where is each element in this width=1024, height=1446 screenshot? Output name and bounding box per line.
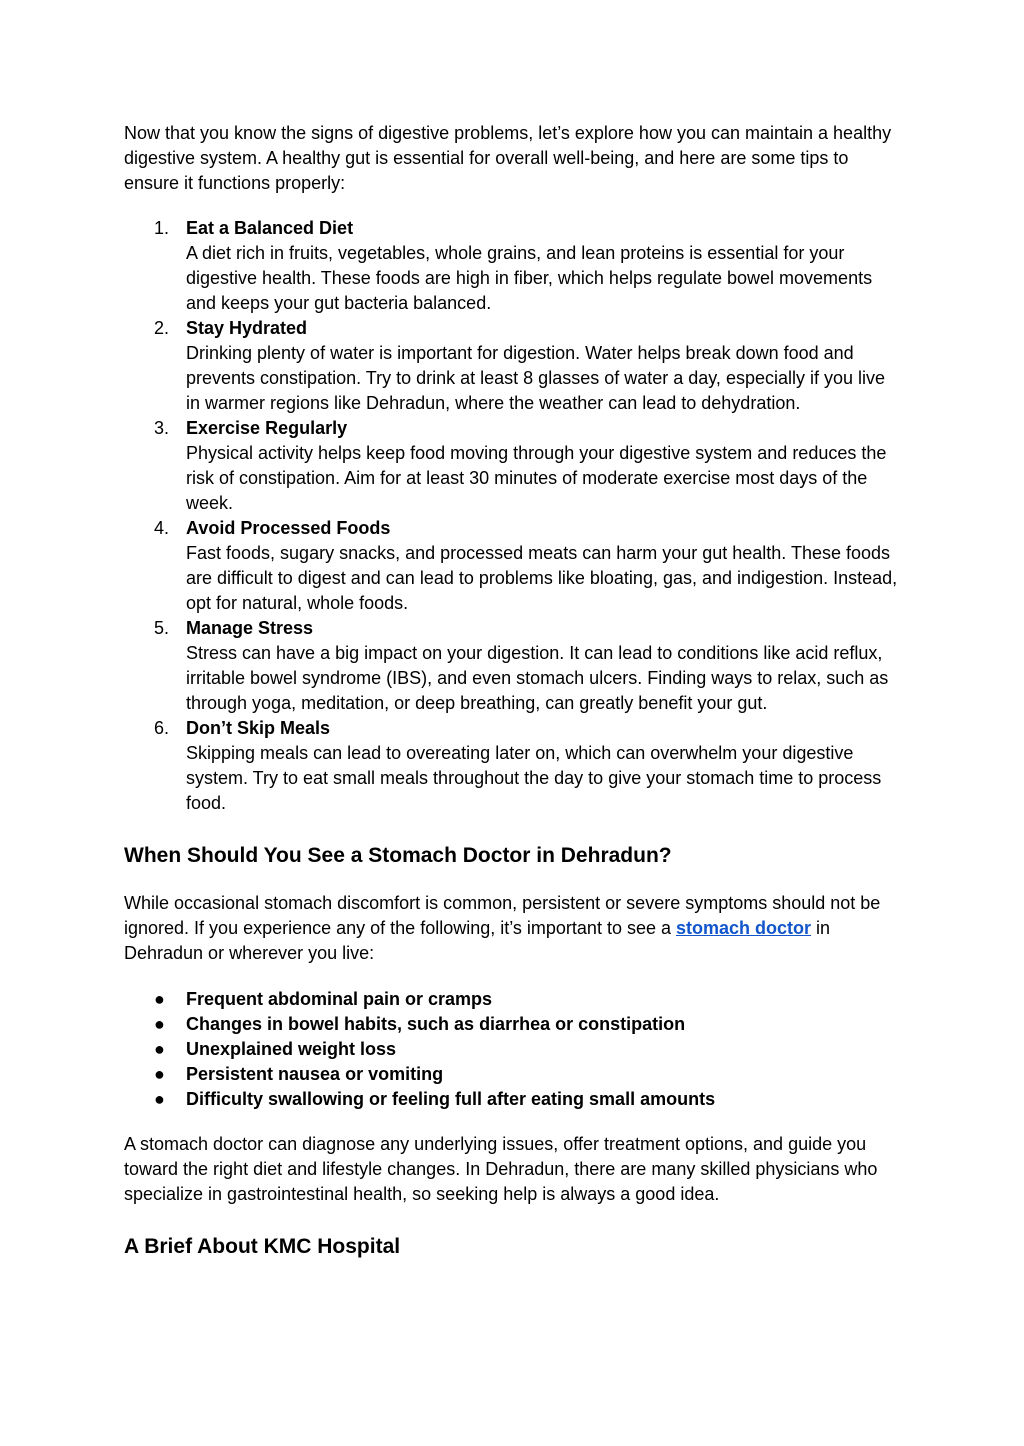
tip-title: Eat a Balanced Diet — [186, 218, 354, 238]
tips-list — [124, 216, 904, 816]
document-page — [124, 121, 904, 1261]
tip-body: Skipping meals can lead to overeating later on, which can overwhelm your digestive system. Try to eat small meals throughout the day to give your stomach time to process food. — [186, 743, 882, 813]
bullet-icon: ● — [154, 1039, 165, 1059]
tip-item — [124, 316, 904, 416]
tip-number: 4. — [154, 518, 170, 538]
tip-number: 6. — [154, 718, 170, 738]
symptoms-list — [124, 987, 904, 1112]
tip-body: Stress can have a big impact on your digestion. It can lead to conditions like acid reflux, irritable bowel syndrome (IBS), and even stomach ulcers. Finding ways to relax, such as through yoga, meditation, or deep breathing, can greatly benefit your gut. — [186, 643, 889, 713]
bullet-icon: ● — [154, 1014, 165, 1034]
tip-body: Drinking plenty of water is important for digestion. Water helps break down food and prevents constipation. Try to drink at least 8 glasses of water a day, especially if you live in warmer regions like Dehradun, where the weather can lead to dehydration. — [186, 343, 886, 413]
when-paragraph — [124, 891, 904, 966]
bullet-icon: ● — [154, 1064, 165, 1084]
tip-item — [124, 216, 904, 316]
tip-title: Avoid Processed Foods — [186, 518, 391, 538]
stomach-doctor-link[interactable]: stomach doctor — [676, 918, 812, 938]
tip-title: Don’t Skip Meals — [186, 718, 331, 738]
when-text-after: in Dehradun or wherever you live: — [124, 918, 831, 963]
symptom-text: Persistent nausea or vomiting — [186, 1064, 444, 1084]
section-heading-kmc-hospital: A Brief About KMC Hospital — [124, 1235, 401, 1258]
bullet-icon: ● — [154, 1089, 165, 1109]
symptom-text: Frequent abdominal pain or cramps — [186, 989, 493, 1009]
tip-body: Fast foods, sugary snacks, and processed meats can harm your gut health. These foods are difficult to digest and can lead to problems like bloating, gas, and indigestion. Instead, opt for natural, whole foods. — [186, 543, 898, 613]
symptom-item — [124, 1012, 904, 1037]
tip-number: 2. — [154, 318, 170, 338]
symptom-text: Difficulty swallowing or feeling full after eating small amounts — [186, 1089, 716, 1109]
symptom-item — [124, 987, 904, 1012]
tip-number: 3. — [154, 418, 170, 438]
closing-paragraph: A stomach doctor can diagnose any underlying issues, offer treatment options, and guide you toward the right diet and lifestyle changes. In Dehradun, there are many skilled physicians who specialize in gastrointestinal health, so seeking help is always a good idea. — [124, 1134, 878, 1204]
when-text-before: While occasional stomach discomfort is common, persistent or severe symptoms should not be ignored. If you experience any of the following, it’s important to see a — [124, 893, 881, 938]
bullet-icon: ● — [154, 989, 165, 1009]
intro-paragraph: Now that you know the signs of digestive problems, let’s explore how you can maintain a healthy digestive system. A healthy gut is essential for overall well-being, and here are some tips to ensure it functions properly: — [124, 123, 892, 193]
symptom-text: Changes in bowel habits, such as diarrhea or constipation — [186, 1014, 686, 1034]
symptom-item — [124, 1087, 904, 1112]
tip-item — [124, 716, 904, 816]
tip-title: Manage Stress — [186, 618, 314, 638]
tip-title: Stay Hydrated — [186, 318, 308, 338]
tip-number: 5. — [154, 618, 170, 638]
symptom-text: Unexplained weight loss — [186, 1039, 397, 1059]
tip-title: Exercise Regularly — [186, 418, 348, 438]
tip-item — [124, 416, 904, 516]
tip-item — [124, 616, 904, 716]
symptom-item — [124, 1037, 904, 1062]
tip-body: Physical activity helps keep food moving through your digestive system and reduces the risk of constipation. Aim for at least 30 minutes of moderate exercise most days of the week. — [186, 443, 887, 513]
section-heading-stomach-doctor: When Should You See a Stomach Doctor in Dehradun? — [124, 844, 672, 867]
tip-item — [124, 516, 904, 616]
tip-body: A diet rich in fruits, vegetables, whole grains, and lean proteins is essential for your digestive health. These foods are high in fiber, which helps regulate bowel movements and keeps your gut bacteria balanced. — [186, 243, 873, 313]
tip-number: 1. — [154, 218, 170, 238]
symptom-item — [124, 1062, 904, 1087]
